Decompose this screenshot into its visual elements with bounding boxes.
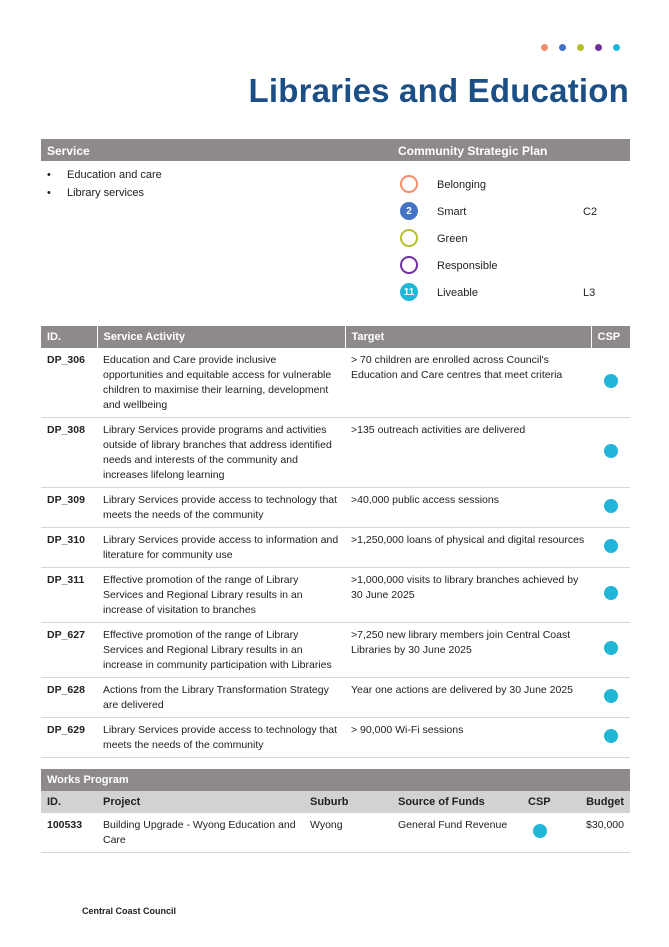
row-activity: Education and Care provide inclusive opportunities and equitable access for vulnerable children to maximise their learning, development and wellbeing — [97, 348, 345, 418]
csp-liveable — [400, 283, 600, 305]
table-row — [41, 623, 630, 678]
row-activity: Actions from the Library Transformation Strategy are delivered — [97, 678, 345, 718]
row-id: DP_311 — [41, 568, 97, 623]
csp-label: Smart — [437, 206, 467, 218]
belonging-ring-icon — [400, 175, 418, 193]
dot-purple — [595, 44, 602, 51]
liveable-dot-icon — [604, 641, 618, 655]
row-id: DP_308 — [41, 418, 97, 488]
liveable-dot-icon — [604, 499, 618, 513]
col-suburb: Suburb — [304, 791, 392, 813]
row-funds: General Fund Revenue — [392, 813, 522, 853]
csp-label: Belonging — [437, 179, 486, 191]
row-target: >40,000 public access sessions — [345, 488, 591, 528]
table-header-row — [41, 326, 630, 348]
works-program-title: Works Program — [41, 769, 630, 791]
col-activity: Service Activity — [97, 326, 345, 348]
csp-code: L3 — [583, 287, 596, 299]
row-target: >7,250 new library members join Central Coast Libraries by 30 June 2025 — [345, 623, 591, 678]
dot-green — [577, 44, 584, 51]
row-csp — [591, 678, 630, 718]
csp-green — [400, 229, 600, 251]
csp-code: C2 — [583, 206, 598, 218]
row-budget: $30,000 — [558, 813, 630, 853]
row-id: DP_309 — [41, 488, 97, 528]
csp-header: Community Strategic Plan — [398, 144, 548, 158]
footer-org-name: Central Coast Council — [82, 906, 177, 916]
row-csp — [591, 418, 630, 488]
row-id: DP_627 — [41, 623, 97, 678]
service-header-bar — [41, 139, 630, 161]
row-csp — [591, 488, 630, 528]
row-id: DP_306 — [41, 348, 97, 418]
table-row — [41, 678, 630, 718]
row-id: DP_628 — [41, 678, 97, 718]
responsible-ring-icon — [400, 256, 418, 274]
col-funds: Source of Funds — [392, 791, 522, 813]
col-csp: CSP — [591, 326, 630, 348]
dot-orange — [541, 44, 548, 51]
decorative-dots — [541, 44, 620, 51]
csp-belonging — [400, 175, 600, 197]
row-csp — [591, 718, 630, 758]
works-header-row — [41, 791, 630, 813]
row-target: >1,250,000 loans of physical and digital resources — [345, 528, 591, 568]
row-csp — [522, 813, 558, 853]
liveable-dot-icon — [604, 539, 618, 553]
table-row — [41, 348, 630, 418]
works-band-row — [41, 769, 630, 791]
liveable-dot-icon — [604, 444, 618, 458]
table-row — [41, 718, 630, 758]
green-ring-icon — [400, 229, 418, 247]
table-row — [41, 568, 630, 623]
row-target: > 70 children are enrolled across Council's Education and Care centres that meet criteria — [345, 348, 591, 418]
row-csp — [591, 528, 630, 568]
liveable-dot-icon — [604, 729, 618, 743]
col-budget: Budget — [558, 791, 630, 813]
service-item: • Library services — [47, 184, 162, 202]
row-target: Year one actions are delivered by 30 June 2025 — [345, 678, 591, 718]
liveable-number-icon: 11 — [400, 283, 418, 301]
dot-blue — [559, 44, 566, 51]
row-activity: Effective promotion of the range of Library Services and Regional Library results in an increase in community participation with Libraries — [97, 623, 345, 678]
dot-cyan — [613, 44, 620, 51]
table-row — [41, 418, 630, 488]
table-row — [41, 488, 630, 528]
service-list — [47, 166, 162, 202]
smart-number-icon: 2 — [400, 202, 418, 220]
table-row — [41, 528, 630, 568]
row-suburb: Wyong — [304, 813, 392, 853]
row-activity: Library Services provide programs and activities outside of library branches that address identified needs and interests of the community and increases lifelong learning — [97, 418, 345, 488]
row-activity: Effective promotion of the range of Library Services and Regional Library results in an increase of visitation to branches — [97, 568, 345, 623]
row-csp — [591, 623, 630, 678]
row-id: 100533 — [41, 813, 97, 853]
row-activity: Library Services provide access to technology that meets the needs of the community — [97, 488, 345, 528]
service-item: • Education and care — [47, 166, 162, 184]
liveable-dot-icon — [604, 374, 618, 388]
row-target: >135 outreach activities are delivered — [345, 418, 591, 488]
service-header: Service — [47, 144, 90, 158]
col-csp: CSP — [522, 791, 558, 813]
liveable-dot-icon — [533, 824, 547, 838]
col-id: ID. — [41, 326, 97, 348]
row-id: DP_310 — [41, 528, 97, 568]
col-project: Project — [97, 791, 304, 813]
row-project: Building Upgrade - Wyong Education and Care — [97, 813, 304, 853]
row-id: DP_629 — [41, 718, 97, 758]
liveable-dot-icon — [604, 689, 618, 703]
row-target: >1,000,000 visits to library branches achieved by 30 June 2025 — [345, 568, 591, 623]
csp-label: Liveable — [437, 287, 478, 299]
liveable-dot-icon — [604, 586, 618, 600]
csp-label: Green — [437, 233, 468, 245]
col-target: Target — [345, 326, 591, 348]
table-row — [41, 813, 630, 853]
col-id: ID. — [41, 791, 97, 813]
row-csp — [591, 348, 630, 418]
csp-label: Responsible — [437, 260, 498, 272]
page-title: Libraries and Education — [248, 72, 629, 109]
service-activity-table — [41, 326, 630, 758]
works-program-table — [41, 769, 630, 853]
csp-smart — [400, 202, 600, 224]
row-activity: Library Services provide access to information and literature for community use — [97, 528, 345, 568]
row-target: > 90,000 Wi-Fi sessions — [345, 718, 591, 758]
row-csp — [591, 568, 630, 623]
row-activity: Library Services provide access to technology that meets the needs of the community — [97, 718, 345, 758]
csp-responsible — [400, 256, 600, 278]
